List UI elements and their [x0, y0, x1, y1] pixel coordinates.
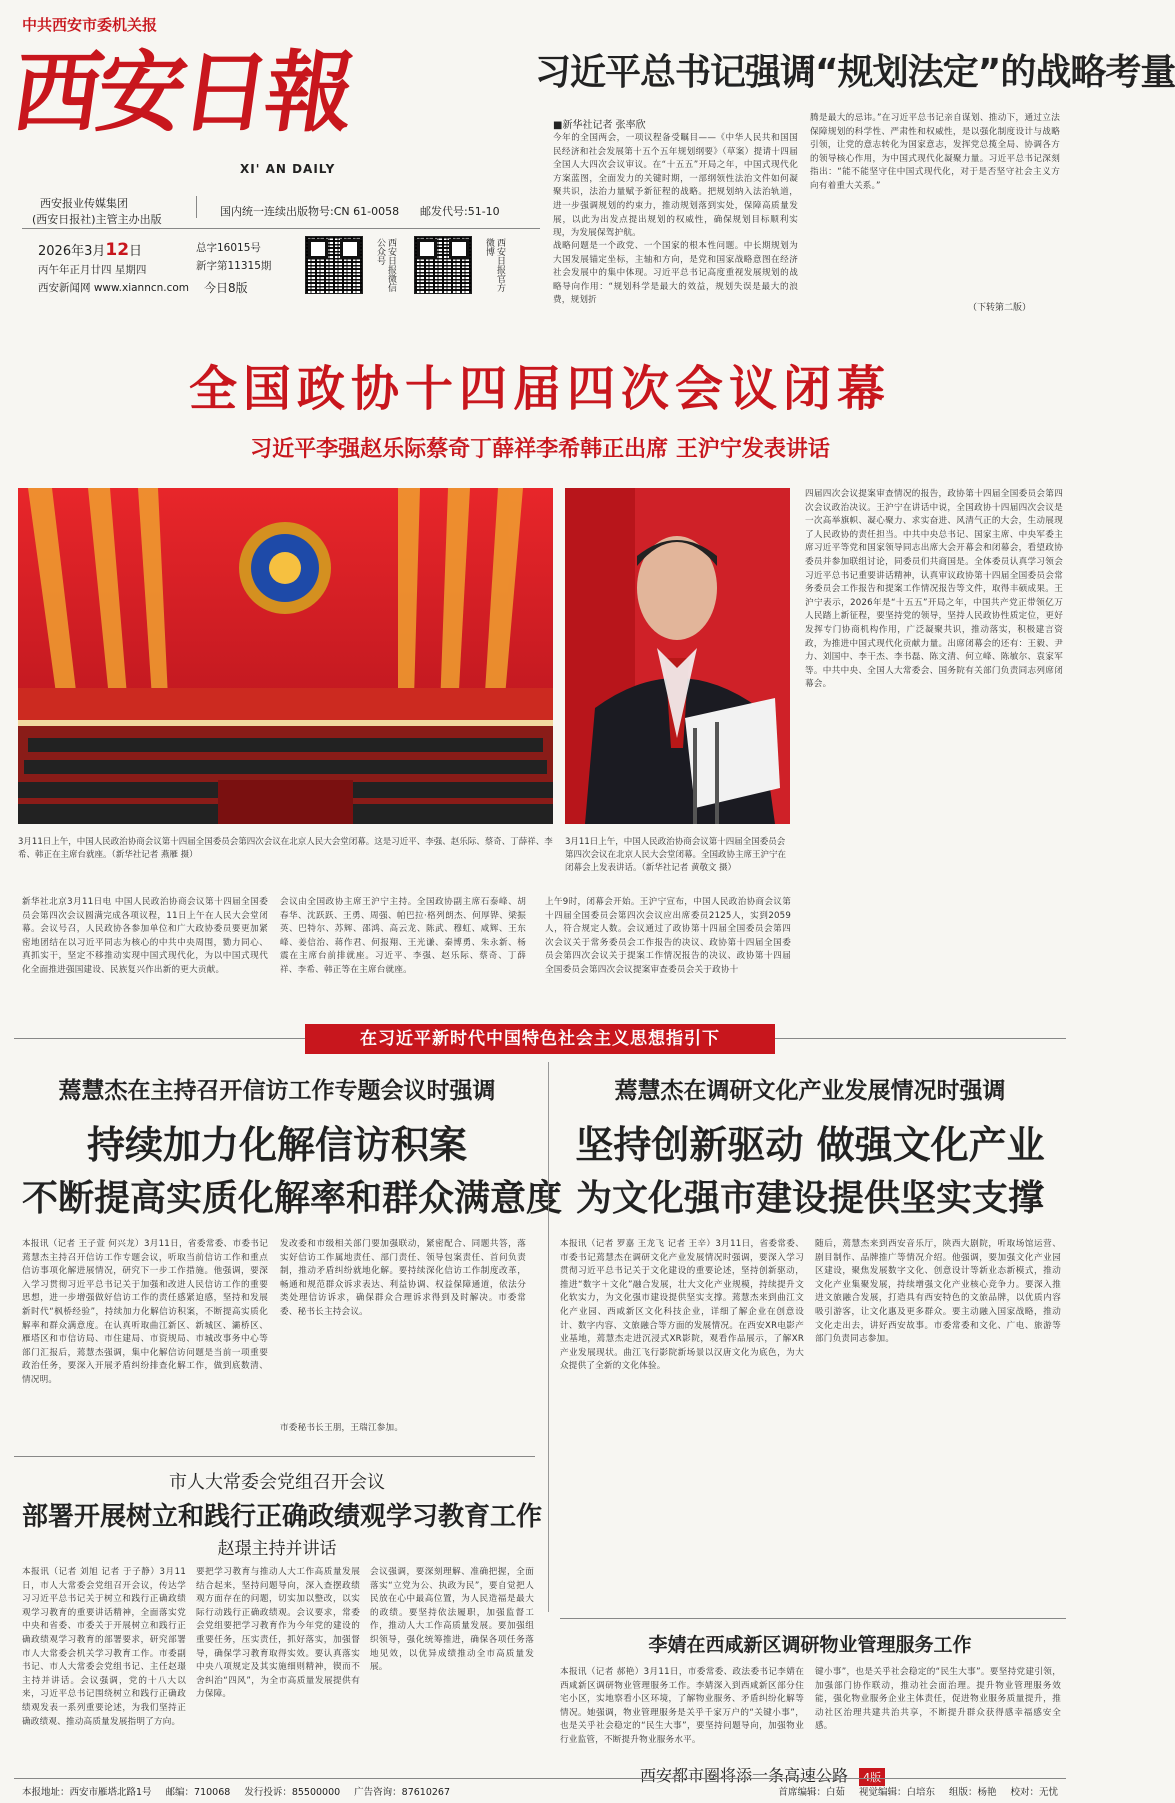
right-story-col1: 本报讯（记者 罗嘉 王龙飞 记者 王辛）3月11日，省委常委、市委书记蔫慧杰在调研文化产业发展情况时强调，要深入学习贯彻习近平总书记关于文化建设的重要论述，坚持创新驱动，推进“数字＋文化”融合发展，壮大文化产业规模，持续提升文化软实力，为文化强市建设提供坚实支撑。蔫慧杰来到曲江文化产业园、西咸新区文化科技企业，详细了解企业在创意设计、数字内容、文旅融合等方面的发展情况。在西安XR电影产业基地，蔫慧杰走进沉浸式XR影院，观看作品展示，了解XR产业发展现状。曲江飞行影院新场景以汉唐文化为底色，为大众提供了全新的文化体验。	[560, 1239, 804, 1372]
postal-code: 邮发代号:51-10	[420, 205, 500, 218]
issue-total: 总字16015号	[196, 242, 261, 254]
footer-proof: 校对：无忧	[1010, 1787, 1058, 1798]
column-divider	[548, 1062, 549, 1612]
left-story-col2: 发改委和市级相关部门要加强联动，紧密配合、同题共答，落实好信访工作属地责任、部门责任、领导包案责任、首问负责制，推动矛盾纠纷就地化解。要持续深化信访工作制度改革，畅通和规范群众诉求表达、利益协调、权益保障通道，依法分类处理信访诉求，确保群众合理诉求得到及时解决。市委常委、秘书长主持会议。	[280, 1239, 526, 1317]
right-story-headline2[interactable]: 为文化强市建设提供坚实支撑	[575, 1178, 1044, 1219]
lead-subheadline: 习近平李强赵乐际蔡奇丁薛祥李希韩正出席 王沪宁发表讲话	[250, 437, 830, 462]
top-story-col1: 今年的全国两会，一项议程备受瞩目——《中华人民共和国国民经济和社会发展第十五个五年规划纲要》（草案）提请十四届全国人大四次会议审议。在“十五五”开局之年，中国式现代化方案蓝图，全面发力的关键时期，一部纲领性法治文件如何凝聚共识，法治力量赋予新征程的战略。把规划纳入法治轨道，进一步强调规划的约束力，推动规划落到实处，保障高质量发展，以此为出发点提出规划的权威性，确保规划目标顺利实现，为发展保驾护航。	[553, 133, 798, 239]
top-story-headline[interactable]: 习近平总书记强调“规划法定”的战略考量	[535, 52, 1175, 93]
pages-today: 今日8版	[204, 281, 248, 295]
photo2-caption: 3月11日上午，中国人民政治协商会议第十四届全国委员会第四次会议在北京人民大会堂闭幕。全国政协主席王沪宁在闭幕会上发表讲话。（新华社记者 黄敬文 摄）	[565, 837, 787, 873]
weibo-qr-code[interactable]	[414, 236, 472, 294]
npc-headline[interactable]: 部署开展树立和践行正确政绩观学习教育工作	[22, 1502, 543, 1532]
cn-number: 国内统一连续出版物号:CN 61-0058	[220, 205, 400, 218]
lead-bottom-col1: 新华社北京3月11日电 中国人民政治协商会议第十四届全国委员会第四次会议圆满完成各项议程，11日上午在人民大会堂闭幕。会议号召，人民政协各参加单位和广大政协委员要更加紧密地团结在以习近平同志为核心的中共中央周围，勠力同心、真抓实干，坚定不移推动实现中国式现代化，为以中国式现代化全面推进强国建设、民族复兴作出新的更大贡献。	[22, 897, 268, 975]
security-col1: 本报讯（记者 郝艳）3月11日，市委常委、政法委书记李婧在西咸新区调研物业管理服务工作。李婧深入到西咸新区部分住宅小区，实地察看小区环境，了解物业服务、矛盾纠纷化解等情况。她强调，物业管理服务是关乎千家万户的“关键小事”，也是关乎社会稳定的“民生大事”，要坚持问题导向，加强物业行业监管，不断提升物业服务水平。	[560, 1667, 804, 1745]
footer-address: 本报地址：西安市雁塔北路1号	[22, 1787, 152, 1798]
npc-col1: 本报讯（记者 刘旭 记者 于子静）3月11日，市人大常委会党组召开会议，传达学习习近平总书记关于树立和践行正确政绩观学习教育的重要讲话精神，全面落实党中央和省委、市委关于开展树立和践行正确政绩观学习教育的部署要求，研究部署市人大常委会机关学习教育工作。市委副书记、市人大常委会党组书记、主任赵璟主持并讲话。会议强调，党的十八大以来，习近平总书记围绕树立和践行正确政绩观发表一系列重要论述，为我们坚持正确政绩观、推动高质量发展指明了方向。	[22, 1567, 186, 1727]
party-paper-label: 中共西安市委机关报	[22, 16, 158, 34]
left-story-headline1[interactable]: 持续加力化解信访积案	[86, 1123, 467, 1167]
ideology-banner: 在习近平新时代中国特色社会主义思想指引下	[305, 1024, 775, 1054]
npc-subline: 赵璟主持并讲话	[217, 1539, 337, 1559]
weibo-qr-label: 西安日报官方微博	[484, 238, 505, 292]
security-headline[interactable]: 李婧在西咸新区调研物业管理服务工作	[648, 1634, 972, 1656]
right-story-kicker: 蔫慧杰在调研文化产业发展情况时强调	[614, 1077, 1006, 1104]
newspaper-logo: 西安日報	[6, 40, 358, 144]
right-story-headline1[interactable]: 坚持创新驱动 做强文化产业	[575, 1123, 1045, 1167]
masthead-rule	[22, 228, 540, 229]
footer-ad-phone: 广告咨询：87610267	[354, 1787, 451, 1798]
continued-note: （下转第二版）	[968, 303, 1032, 313]
footer-editor1: 首席编辑：白茹	[778, 1787, 845, 1798]
top-story-col3: 腾是最大的忌讳。”在习近平总书记亲自谋划、推动下，通过立法保障规划的科学性、严肃性和权威性，是以强化制度设计与战略引领，让党的意志转化为国家意志，发挥党总揽全局、协调各方的领导核心作用，为中国式现代化凝聚力量。习近平总书记深刻指出：“能不能坚守住中国式现代化，对于是否坚守社会主义方向有着重大关系。”	[810, 113, 1060, 191]
masthead-divider	[196, 196, 197, 218]
closing-session-photo	[18, 488, 553, 824]
footer-editor2: 视觉编辑：白培东	[858, 1787, 935, 1798]
issue-new: 新字第11315期	[196, 260, 272, 272]
footer-rule	[14, 1778, 1066, 1779]
issue-date: 2026年3月12日	[38, 240, 143, 260]
right-story-col2: 随后，蔫慧杰来到西安音乐厅，陕西大剧院，听取场馆运营、剧目制作、品牌推广等情况介绍。他强调，要加强文化产业园区建设，聚焦发展数字文化、创意设计等新业态新模式，推动文化产业集聚发展，持续增强文化产业核心竞争力。要深入推进文旅融合发展，打造具有西安特色的文旅品牌，以优质内容吸引游客，让文化惠及更多群众。要主动融入国家战略，推动文化走出去，讲好西安故事。市委常委和文化、广电、旅游等部门负责同志参加。	[815, 1239, 1061, 1345]
top-story-col2: 战略问题是一个政党、一个国家的根本性问题。中长期规划为大国发展锚定坐标，主轴和方向，是党和国家战略意图在经济社会发展中的集中体现。习近平总书记高度重视发展规划的战略导向作用：“规划科学是最大的效益，规划失误是最大的浪费，规划折	[553, 241, 798, 306]
footer-postcode: 邮编：710068	[165, 1787, 231, 1798]
page-badge: 4版	[859, 1768, 885, 1786]
left-story-headline2[interactable]: 不断提高实质化解率和群众满意度	[22, 1178, 563, 1219]
wechat-qr-code[interactable]	[305, 236, 363, 294]
lead-headline[interactable]: 全国政协十四届四次会议闭幕	[188, 361, 891, 417]
npc-col2: 要把学习教育与推动人大工作高质量发展结合起来，坚持问题导向，深入查摆政绩观方面存在的问题，切实加以整改，以实际行动践行正确政绩观。会议要求，常委会党组要把学习教育作为今年党的建设的重要任务，压实责任，抓好落实，加强督导，确保学习教育取得实效。要认真落实中央八项规定及其实施细则精神，锲而不舍纠治“四风”，为全市高质量发展提供有力保障。	[196, 1567, 360, 1700]
left-story-col2-end: 市委秘书长王朋，王瑞江参加。	[280, 1423, 404, 1433]
npc-top-rule	[14, 1456, 535, 1457]
security-col2: 键小事”，也是关乎社会稳定的“民生大事”。要坚持党建引领，加强部门协作联动，推动社会面治理。提升物业管理服务效能，强化物业服务企业主体责任，促进物业服务质量提升，推动社区治理共建共治共享，不断提升群众获得感幸福感安全感。	[815, 1667, 1061, 1732]
page4-teaser[interactable]: 西安都市圈将添一条高速公路 4版	[640, 1763, 885, 1786]
footer-editor3: 组版：杨艳	[948, 1787, 997, 1798]
lead-right-column: 四届四次会议提案审查情况的报告，政协第十四届全国委员会第四次会议政治决议。王沪宁在讲话中说，全国政协十四届四次会议是一次高举旗帜、凝心聚力、求实奋进、风清气正的大会，生动展现了人民政协的责任担当。中共中央总书记、国家主席、中央军委主席习近平等党和国家领导同志出席大会开幕会和闭幕会，看望政协委员并参加联组讨论，同委员们共商国是。全体委员认真学习领会习近平总书记重要讲话精神，认真审议政协第十四届全国委员会常务委员会工作报告和提案工作情况报告等文件，取得丰硕成果。王沪宁表示，2026年是“十五五”开局之年，中国共产党正带领亿万人民踏上新征程，要坚持党的领导，坚持人民政协性质定位，更好发挥专门协商机构作用，广泛凝聚共识，推动落实，积极建言资政，为推进中国式现代化贡献力量。出席闭幕会的还有：王毅、尹力、刘国中、李干杰、李书磊、陈文清、何立峰、陈敏尔、袁家军等。中共中央、全国人大常委会、国务院有关部门负责同志列席闭幕会。	[805, 489, 1063, 690]
left-story-col1: 本报讯（记者 王子萱 何兴龙）3月11日，省委常委、市委书记蔫慧杰主持召开信访工作专题会议，听取当前信访工作和重点信访事项化解进展情况，研究下一步工作措施。他强调，要深入学习贯彻习近平总书记关于加强和改进人民信访工作的重要思想，进一步增强做好信访工作的责任感紧迫感，坚持和发展新时代“枫桥经验”，持续加力化解信访积案，不断提高实质化解率和群众满意度。在认真听取曲江新区、新城区、灞桥区、雁塔区和市信访局、市住建局、市资规局、市城改事务中心等部门汇报后，蔫慧杰强调，集中化解信访问题是当前一项重要政治任务，要深入开展矛盾纠纷排查化解工作，做到底数清、情况明。	[22, 1239, 268, 1385]
speaker-photo	[565, 488, 790, 824]
website[interactable]: 西安新闻网 www.xianncn.com	[38, 282, 190, 294]
footer-bar	[22, 1784, 1058, 1798]
npc-kicker: 市人大常委会党组召开会议	[169, 1472, 385, 1493]
left-story-kicker: 蔫慧杰在主持召开信访工作专题会议时强调	[58, 1077, 496, 1104]
publisher-line2: (西安日报社)主管主办出版	[32, 213, 162, 226]
security-top-rule	[560, 1618, 1066, 1619]
footer-circulation: 发行投诉：85500000	[244, 1787, 341, 1798]
top-story-byline: ■新华社记者 张率欣	[553, 120, 646, 131]
lunar-date: 丙午年正月廿四 星期四	[38, 264, 147, 276]
npc-col3: 会议强调，要深刻理解、准确把握，全面落实“立党为公、执政为民”，要自觉把人民放在心中最高位置，为人民造福是最大的政绩。要坚持依法履职，加强监督工作，推动人大工作高质量发展。要加强组织领导，强化统筹推进，确保各项任务落地见效，以优异成绩推动全市高质量发展。	[370, 1567, 534, 1673]
lead-bottom-col3: 上午9时，闭幕会开始。王沪宁宣布，中国人民政治协商会议第十四届全国委员会第四次会议应出席委员2125人，实到2059人，符合规定人数。会议通过了政协第十四届全国委员会第四次会议关于常务委员会工作报告的决议、政协第十四届全国委员会第四次会议关于提案工作情况报告的决议、政协第十四届全国委员会第四次会议提案审查委员会关于政协十	[545, 897, 791, 975]
publisher-line1: 西安报业传媒集团	[40, 197, 128, 210]
lead-bottom-col2: 会议由全国政协主席王沪宁主持。全国政协副主席石泰峰、胡春华、沈跃跃、王勇、周强、帕巴拉·格列朗杰、何厚铧、梁振英、巴特尔、苏辉、邵鸿、高云龙、陈武、穆虹、咸辉、王东峰、姜信治、蒋作君、何报翔、王光谦、秦博勇、朱永新、杨震在主席台前排就座。习近平、李强、赵乐际、蔡奇、丁薛祥、李希、韩正等在主席台就座。	[280, 897, 526, 975]
photo1-caption: 3月11日上午，中国人民政治协商会议第十四届全国委员会第四次会议在北京人民大会堂闭幕。这是习近平、李强、赵乐际、蔡奇、丁薛祥、李希、韩正在主席台就座。（新华社记者 燕雁 摄）	[18, 837, 553, 860]
wechat-qr-label: 西安日报微信公众号	[375, 238, 396, 292]
logo-pinyin: XI' AN DAILY	[240, 162, 336, 176]
